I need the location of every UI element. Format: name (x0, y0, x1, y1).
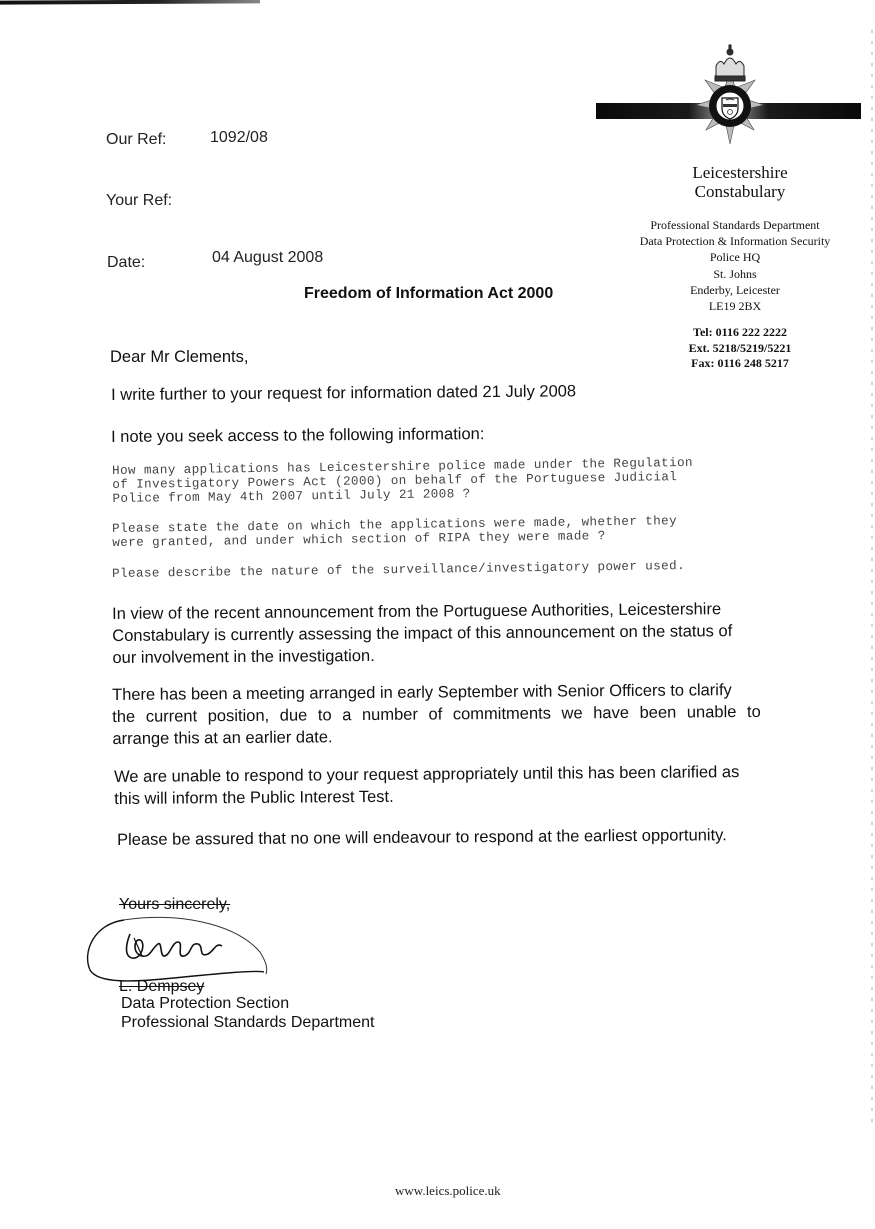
address-line: LE19 2BX (708, 299, 762, 314)
address-line: Enderby, Leicester (690, 282, 780, 297)
request-quote-1: How many applications has Leicestershire police made under the Regulation of Investigatory Powers Act (2000) on behalf of the Portuguese Judicial Police from May 4th 2007 until July 21 2008 ? (112, 455, 694, 506)
text-line: We are unable to respond to your request appropriately until this has been clarified as (114, 763, 740, 786)
address-line: St. Johns (713, 266, 757, 281)
request-quote-3: Please describe the nature of the surveillance/investigatory power used. (112, 559, 686, 581)
org-name-line1: Leicestershire (692, 163, 788, 182)
text-line: There has been a meeting arranged in early September with Senior Officers to clarify (112, 681, 732, 704)
scan-edge-artifact (871, 30, 873, 1130)
salutation: Dear Mr Clements, (110, 348, 249, 366)
address-line: Police HQ (709, 250, 761, 265)
address-line: Data Protection & Information Security (639, 234, 831, 249)
intro-paragraph: I write further to your request for information dated 21 July 2008 (111, 382, 577, 404)
scan-edge-line (0, 0, 260, 5)
signatory-department: Professional Standards Department (121, 1014, 375, 1031)
body-paragraph-4: Please be assured that no one will endeavour to respond at the earliest opportunity. (117, 826, 727, 849)
text-line: In view of the recent announcement from the Portuguese Authorities, Leicestershire (112, 600, 722, 623)
extension: Ext. 5218/5219/5221 (688, 340, 792, 355)
request-quote-2: Please state the date on which the applications were made, whether they were granted, and under which section of RIPA they were made ? (112, 514, 678, 550)
text-line: arrange this at an earlier date. (112, 728, 333, 748)
police-crest-icon (680, 40, 780, 160)
body-paragraph-1 (112, 598, 792, 669)
your-ref-label: Your Ref: (106, 192, 173, 209)
footer-website-link[interactable]: www.leics.police.uk (395, 1183, 501, 1198)
department-address (610, 217, 860, 314)
date-label: Date: (107, 254, 146, 271)
body-paragraph-2 (112, 679, 792, 750)
text-line: the current position, due to a number of commitments we have been unable to (112, 702, 761, 726)
signatory-section: Data Protection Section (121, 995, 290, 1012)
letter-subject: Freedom of Information Act 2000 (304, 285, 554, 302)
valediction: Yours sincerely, (119, 896, 231, 913)
text-line: this will inform the Public Interest Test. (114, 787, 394, 808)
our-ref-label: Our Ref: (106, 131, 167, 148)
text-line: Constabulary is currently assessing the impact of this announcement on the status of (112, 622, 733, 645)
intro-paragraph-2: I note you seek access to the following information: (111, 425, 485, 446)
our-ref-value: 1092/08 (210, 129, 268, 146)
signatory-name-text: L. Dempsey (119, 978, 205, 995)
contact-details (640, 325, 840, 372)
signatory-name (119, 978, 204, 996)
address-line: Professional Standards Department (650, 218, 820, 232)
org-name-line2: Constabulary (694, 182, 786, 201)
fax: Fax: 0116 248 5217 (691, 356, 789, 370)
text-line: our involvement in the investigation. (112, 646, 375, 667)
body-paragraph-3 (114, 761, 794, 810)
organisation-name (640, 163, 840, 201)
telephone: Tel: 0116 222 2222 (693, 325, 787, 339)
date-value: 04 August 2008 (212, 249, 324, 266)
